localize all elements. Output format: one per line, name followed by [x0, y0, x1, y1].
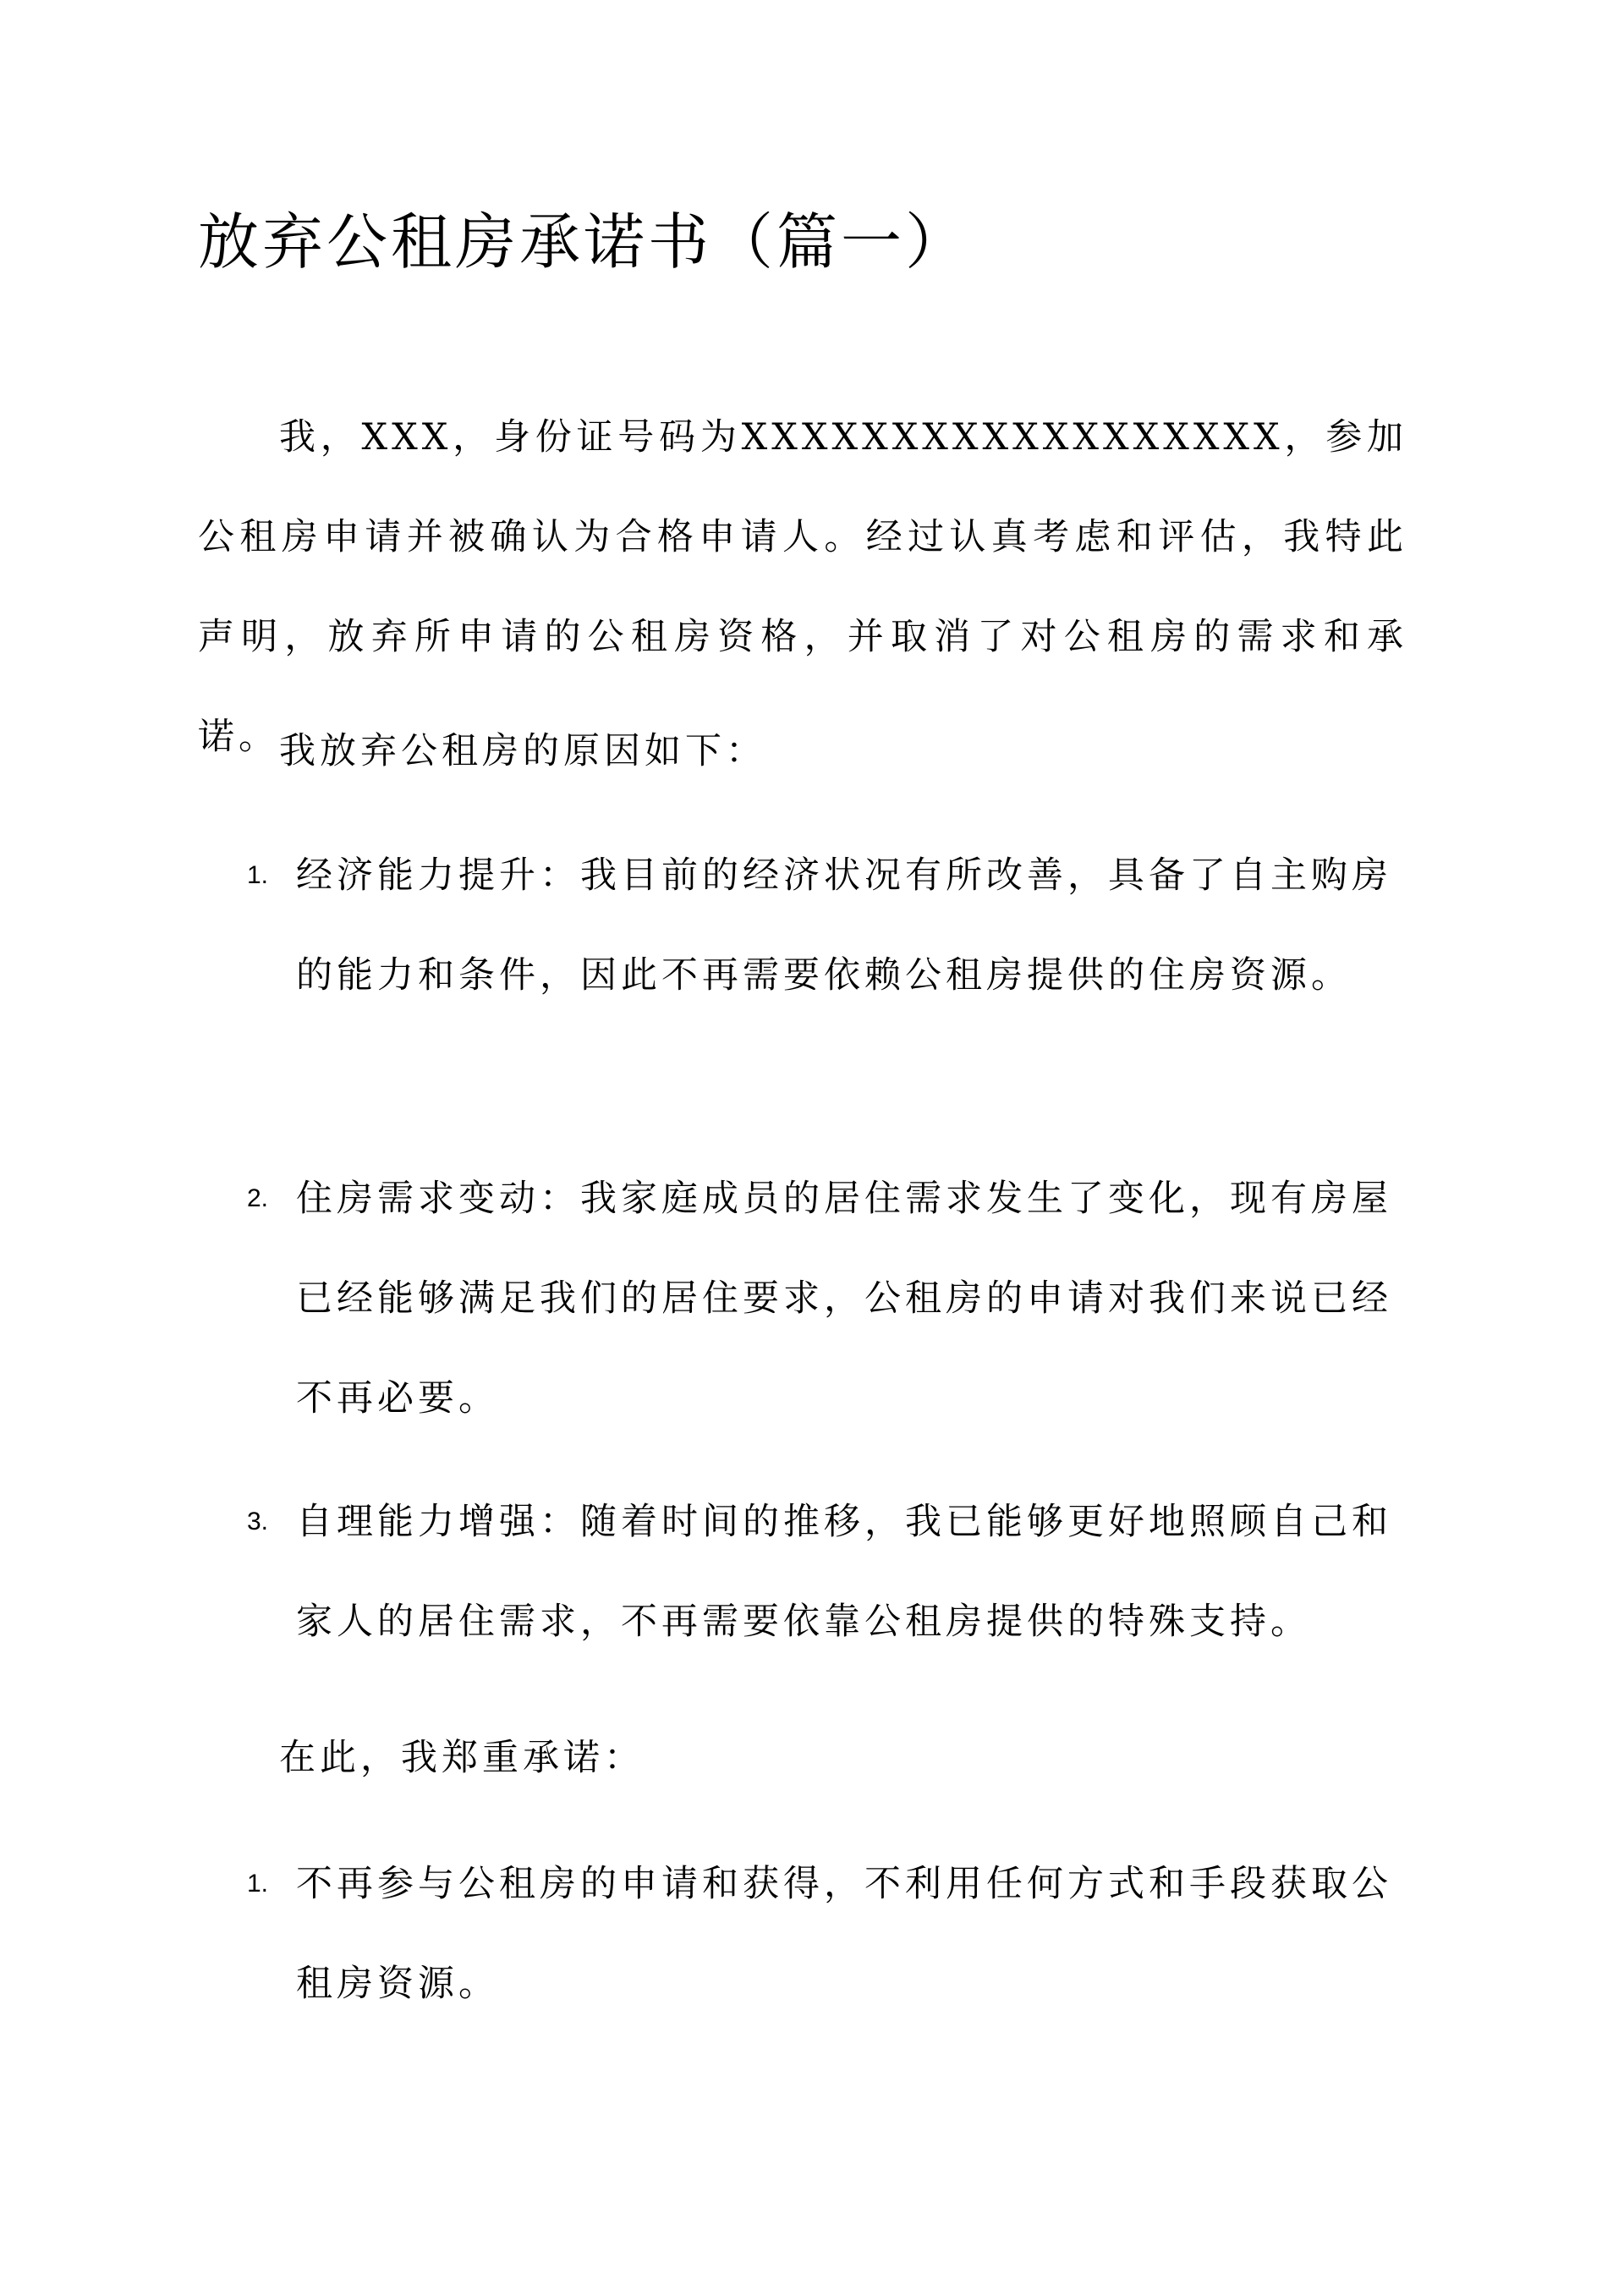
commitment-text: 不再参与公租房的申请和获得，不利用任何方式和手段获取公租房资源。: [296, 1863, 1392, 2005]
reasons-heading: 我放弃公租房的原因如下：: [279, 730, 766, 772]
reason-text: 经济能力提升：我目前的经济状况有所改善，具备了自主购房的能力和条件，因此不再需要依赖公租房提供的住房资源。: [296, 854, 1392, 997]
reason-number: 1.: [247, 861, 269, 889]
commitment-heading: 在此，我郑重承诺：: [279, 1737, 645, 1779]
intro-paragraph: 我，XXX，身份证号码为XXXXXXXXXXXXXXXXXX，参加公租房申请并被确认为合格申请人。经过认真考虑和评估，我特此声明，放弃所申请的公租房资格，并取消了对公租房的需求和承诺。: [198, 416, 1407, 758]
reason-text: 自理能力增强：随着时间的推移，我已能够更好地照顾自己和家人的居住需求，不再需要依靠公租房提供的特殊支持。: [296, 1501, 1392, 1643]
reason-text: 住房需求变动：我家庭成员的居住需求发生了变化，现有房屋已经能够满足我们的居住要求，公租房的申请对我们来说已经不再必要。: [296, 1178, 1392, 1420]
reason-number: 3.: [247, 1508, 269, 1535]
document-title: 放弃公租房承诺书（篇一）: [198, 206, 970, 277]
reason-number: 2.: [247, 1184, 269, 1212]
commitment-number: 1.: [247, 1870, 269, 1898]
